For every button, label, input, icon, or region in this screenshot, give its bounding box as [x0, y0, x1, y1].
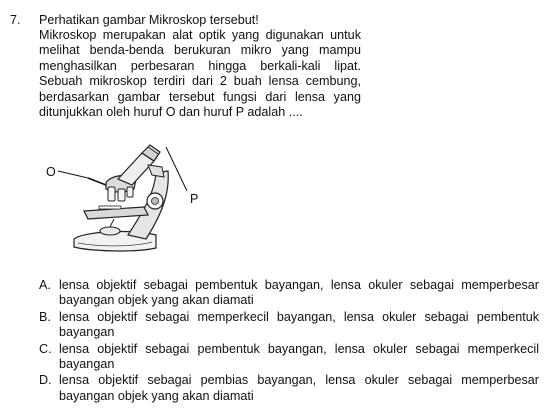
option-d[interactable]: [39, 373, 539, 404]
option-text: lensa objektif sebagai pembentuk bayangan, lensa okuler sebagai memperkecil bayangan: [59, 341, 539, 372]
mirror: [100, 227, 120, 235]
mirror-holder: [110, 219, 114, 227]
objective-lens-1: [108, 187, 115, 201]
microscope-illustration: [44, 143, 214, 273]
option-letter: D.: [39, 373, 52, 388]
objective-arrow: [88, 178, 106, 185]
answer-options: [39, 278, 539, 405]
option-text: lensa objektif sebagai pembentuk bayangan, lensa okuler sebagai memperbesar bayangan objek yang akan diamati: [59, 278, 539, 308]
option-text: lensa objektif sebagai memperkecil bayangan, lensa okuler sebagai pembentuk bayangan: [59, 309, 539, 340]
label-p: P: [190, 192, 199, 206]
option-c[interactable]: [39, 342, 539, 373]
objective-lens-3: [127, 187, 133, 197]
stage-clip: [99, 206, 121, 209]
option-letter: A.: [39, 278, 51, 292]
label-p-pointer: [166, 147, 187, 191]
question-number: 7.: [10, 13, 21, 27]
objective-lens-2: [118, 189, 125, 201]
microscope-figure: [44, 143, 214, 273]
option-text: lensa objektif sebagai pembias bayangan, lensa okuler sebagai memperbesar bayangan objek yang akan diamati: [59, 373, 539, 403]
option-a[interactable]: [39, 278, 539, 309]
arm-connector: [148, 165, 164, 177]
question-title: Perhatikan gambar Mikroskop tersebut!: [39, 13, 259, 27]
option-b[interactable]: [39, 310, 539, 341]
option-letter: C.: [39, 341, 52, 356]
label-o-pointer: [58, 171, 88, 178]
option-letter: B.: [39, 309, 51, 324]
fine-knob: [152, 198, 159, 205]
label-o: O: [46, 165, 56, 179]
question-body: Mikroskop merupakan alat optik yang digunakan untuk melihat benda-benda berukuran mikro yang mampu menghasilkan perbesaran hingga berkali-kali lipat. Sebuah mikroskop terdiri dari 2 buah lensa cembung, berdasarkan gambar tersebut fungsi dari lensa yang ditunjukkan oleh huruf O dan huruf P adalah ....: [39, 28, 361, 120]
